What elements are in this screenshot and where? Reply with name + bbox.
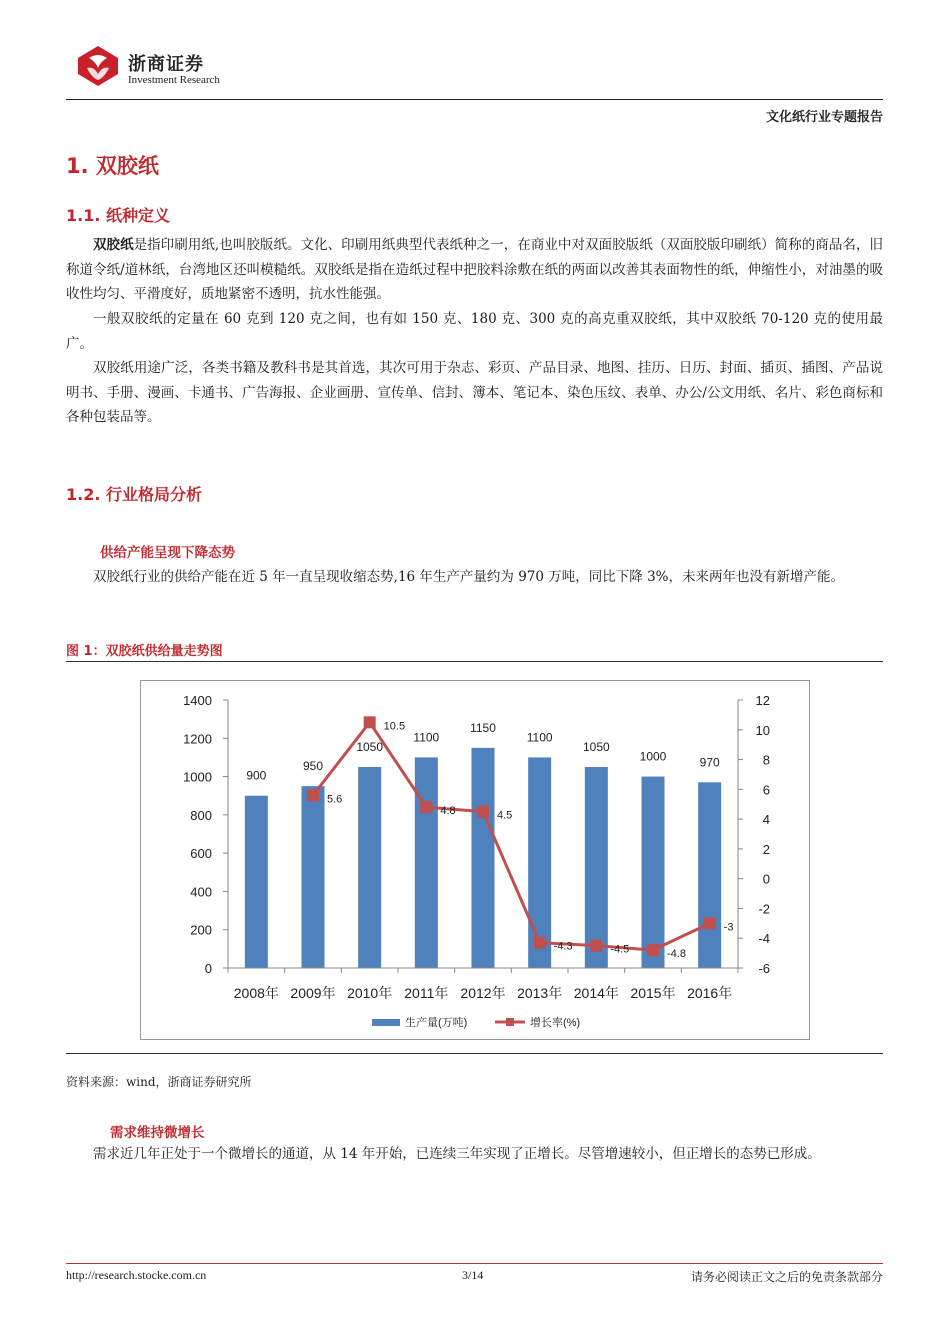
- right-tick-label: 6: [762, 782, 770, 798]
- growth-rate-point: [364, 716, 376, 728]
- bar-value-label: 970: [699, 755, 720, 770]
- figure-source: 资料来源：wind，浙商证券研究所: [66, 1075, 252, 1089]
- bar-value-label: 1100: [413, 730, 440, 745]
- bar-production: [585, 767, 608, 968]
- bar-production: [302, 786, 325, 968]
- legend-bar-swatch: [372, 1019, 400, 1026]
- footer-disclaimer: 请务必阅读正文之后的免责条款部分: [690, 1270, 883, 1284]
- x-tick-label: 2010年: [347, 985, 393, 1001]
- x-tick-label: 2008年: [233, 985, 279, 1001]
- growth-rate-point: [477, 806, 489, 818]
- growth-value-label: -3: [723, 921, 734, 934]
- bar-production: [245, 796, 268, 968]
- growth-value-label: -4.3: [553, 940, 573, 953]
- footer-url[interactable]: http://research.stocke.com.cn: [66, 1268, 207, 1282]
- figure-top-rule: [66, 661, 883, 662]
- header-divider: [66, 99, 883, 100]
- x-tick-label: 2011年: [404, 985, 449, 1001]
- left-tick-label: 1200: [183, 731, 212, 747]
- left-tick-label: 0: [204, 961, 212, 976]
- right-tick-label: 2: [762, 841, 770, 857]
- figure-title: 图 1：双胶纸供给量走势图: [66, 644, 223, 659]
- x-tick-label: 2015年: [630, 985, 676, 1001]
- growth-rate-point: [590, 940, 602, 952]
- right-tick-label: 0: [762, 871, 770, 887]
- bar-production: [472, 748, 495, 968]
- right-tick-label: -6: [758, 961, 770, 976]
- page-number: 3/14: [462, 1268, 484, 1282]
- company-logo-icon: [74, 44, 122, 88]
- company-name-cn: 浙商证券: [128, 54, 204, 75]
- bar-value-label: 1150: [470, 720, 496, 735]
- growth-rate-point: [307, 789, 319, 801]
- footer-divider: [66, 1263, 883, 1264]
- report-title: 文化纸行业专题报告: [765, 110, 883, 125]
- bar-value-label: 1100: [526, 730, 553, 745]
- growth-value-label: -4.5: [610, 943, 630, 956]
- bar-production: [415, 757, 438, 968]
- company-name-en: Investment Research: [128, 74, 220, 86]
- growth-rate-point: [704, 917, 716, 929]
- figure-bottom-rule: [66, 1053, 883, 1054]
- growth-value-label: 4.5: [497, 809, 513, 822]
- x-tick-label: 2009年: [290, 985, 336, 1001]
- bar-production: [698, 782, 721, 968]
- legend-line-marker: [506, 1018, 514, 1026]
- usage-paragraph: 双胶纸用途广泛，各类书籍及教科书是其首选，其次可用于杂志、彩页、产品目录、地图、挂历、日历、封面、插页、插图、产品说明书、手册、漫画、卡通书、广告海报、企业画册、宣传单、信封、簿本、笔记本、染色压纹、表单、办公/公文用纸、名片、彩色商标和各种包装品等。: [66, 360, 883, 425]
- supply-paragraph: 双胶纸行业的供给产能在近 5 年一直呈现收缩态势,16 年生产产量约为 970 万吨，同比下降 3%，未来两年也没有新增产能。: [93, 569, 844, 585]
- bar-value-label: 950: [302, 759, 324, 774]
- right-tick-label: -2: [758, 901, 770, 917]
- growth-value-label: 4.8: [440, 805, 456, 818]
- legend-line-label: 增长率(%): [530, 1017, 581, 1029]
- left-tick-label: 400: [190, 884, 212, 900]
- supply-heading: 供给产能呈现下降态势: [100, 545, 235, 561]
- left-tick-label: 800: [190, 807, 212, 823]
- growth-rate-point: [420, 801, 432, 813]
- left-tick-label: 1400: [183, 693, 212, 708]
- legend-bar-label: 生产量(万吨): [405, 1017, 468, 1029]
- right-tick-label: 4: [762, 812, 770, 828]
- x-tick-label: 2012年: [460, 985, 506, 1001]
- weight-paragraph: 一般双胶纸的定量在 60 克到 120 克之间，也有如 150 克、180 克、300 克的高克重双胶纸，其中双胶纸 70-120 克的使用最广。: [66, 311, 883, 352]
- bar-value-label: 1050: [582, 740, 610, 754]
- subsection-title-industry: 1.2. 行业格局分析: [66, 485, 202, 504]
- right-tick-label: 12: [755, 693, 770, 708]
- definition-text: 是指印刷用纸,也叫胶版纸。文化、印刷用纸典型代表纸种之一，在商业中对双面胶版纸（双面胶版印刷纸）简称的商品名，旧称道令纸/道林纸，台湾地区还叫模糙纸。双胶纸是指在造纸过程中把胶料涂敷在纸的两面以改善其表面物性的纸，伸缩性小，对油墨的吸收性均匀、平滑度好，质地紧密不透明，抗水性能强。: [66, 237, 883, 302]
- supply-chart: [140, 680, 810, 1040]
- bar-production: [528, 757, 551, 968]
- bar-value-label: 900: [246, 768, 267, 783]
- growth-value-label: 5.6: [327, 793, 343, 806]
- right-tick-label: 10: [755, 722, 770, 738]
- left-tick-label: 600: [190, 846, 212, 862]
- bar-production: [642, 777, 665, 968]
- bar-value-label: 1050: [356, 740, 384, 754]
- subsection-title-definition: 1.1. 纸种定义: [66, 206, 170, 225]
- right-tick-label: 8: [762, 752, 770, 768]
- growth-rate-point: [647, 944, 659, 956]
- growth-value-label: 10.5: [383, 720, 406, 733]
- left-tick-label: 200: [190, 922, 212, 938]
- term-bold: 双胶纸: [93, 237, 134, 253]
- x-tick-label: 2014年: [573, 985, 619, 1001]
- x-tick-label: 2013年: [517, 985, 563, 1001]
- definition-paragraph: [66, 233, 883, 307]
- demand-paragraph: 需求近几年正处于一个微增长的通道，从 14 年开始，已连续三年实现了正增长。尽管增速较小，但正增长的态势已形成。: [93, 1146, 821, 1162]
- growth-rate-point: [534, 937, 546, 949]
- bar-value-label: 1000: [639, 749, 667, 764]
- left-tick-label: 1000: [183, 769, 212, 785]
- demand-heading: 需求维持微增长: [110, 1125, 205, 1141]
- section-title: 1. 双胶纸: [66, 154, 159, 178]
- growth-value-label: -4.8: [667, 948, 686, 961]
- bar-production: [358, 767, 381, 968]
- x-tick-label: 2016年: [687, 985, 733, 1001]
- right-tick-label: -4: [758, 931, 770, 947]
